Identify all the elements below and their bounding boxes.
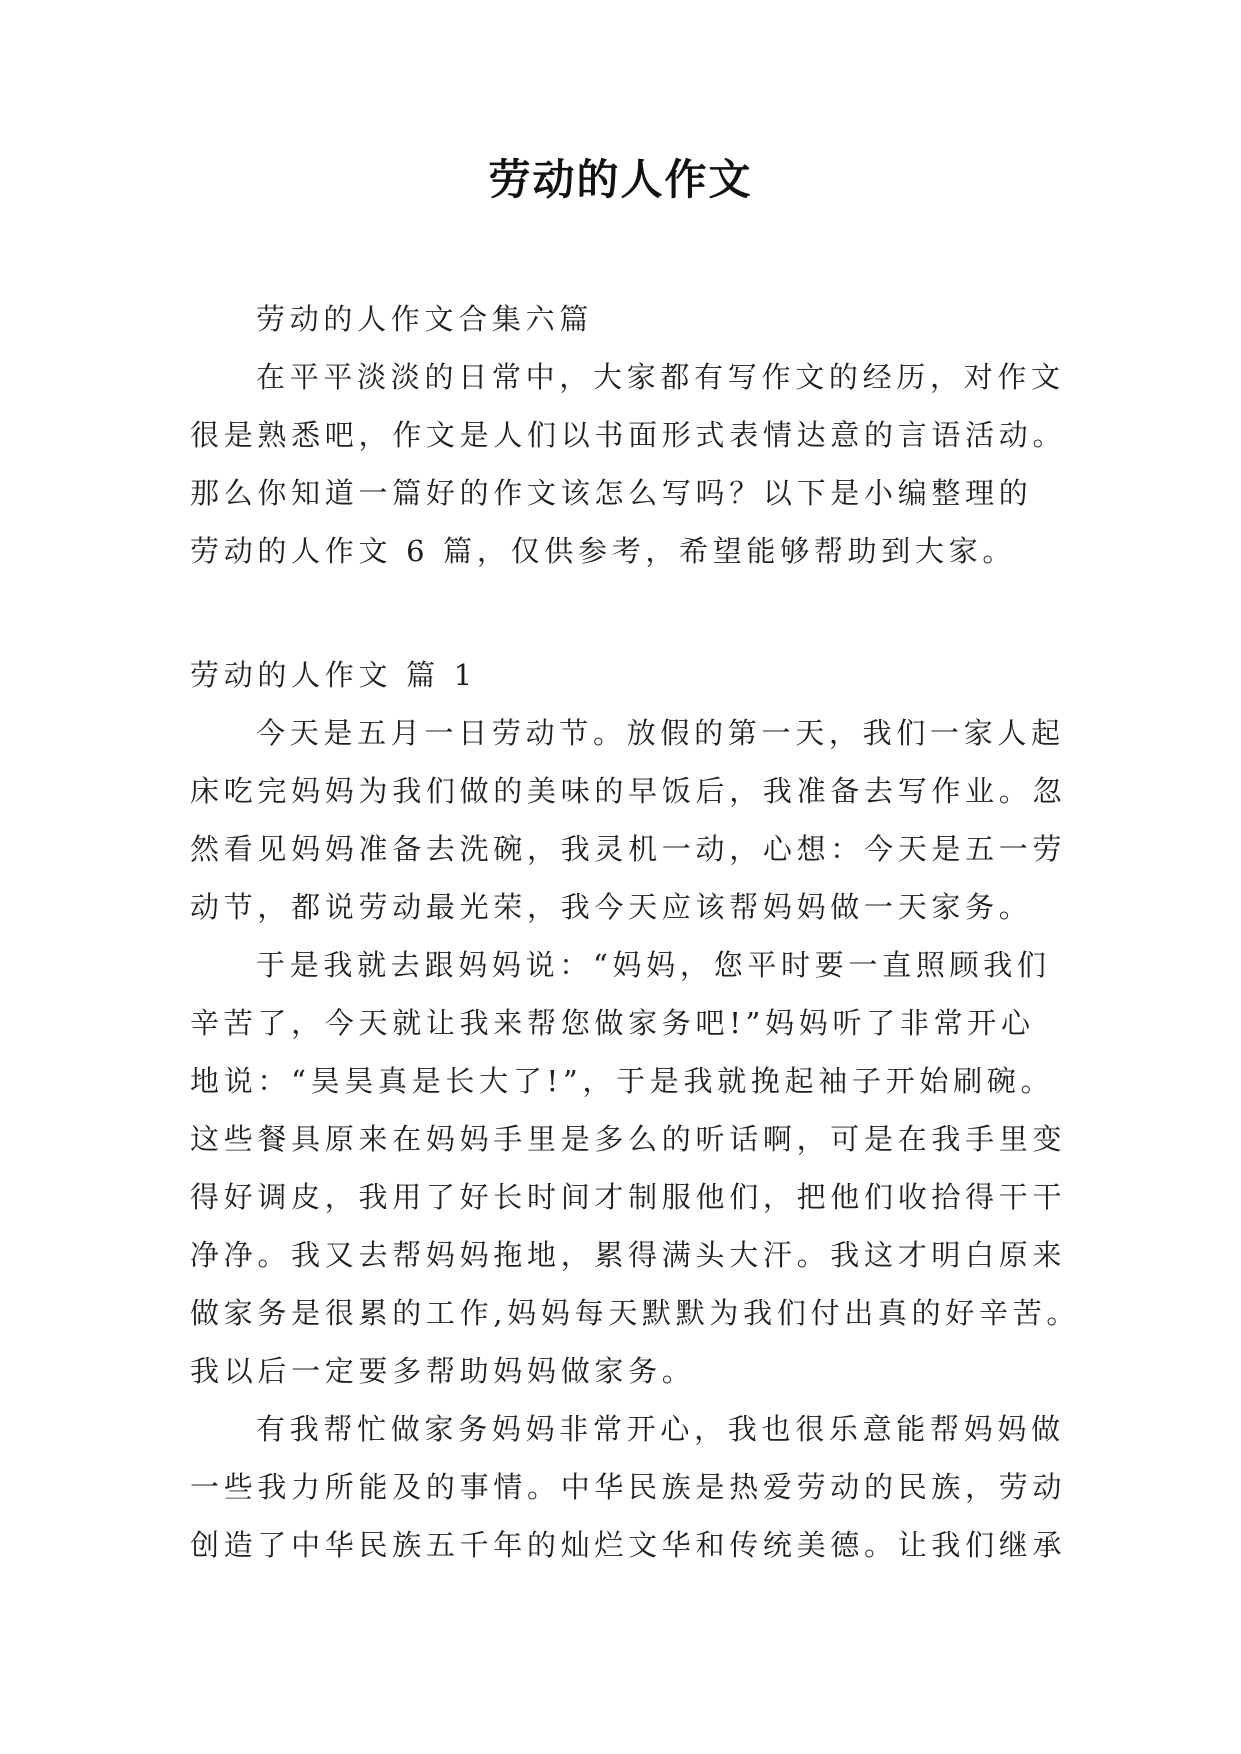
paragraph-line: 今天是五月一日劳动节。放假的第一天，我们一家人起	[256, 716, 1065, 750]
paragraph-line: 得好调皮，我用了好长时间才制服他们，把他们收拾得干干	[190, 1180, 1067, 1214]
intro-line: 在平平淡淡的日常中，大家都有写作文的经历，对作文	[256, 360, 1065, 394]
paragraph-line: 然看见妈妈准备去洗碗，我灵机一动，心想：今天是五一劳	[190, 832, 1067, 866]
paragraph-line: 我以后一定要多帮助妈妈做家务。	[190, 1354, 696, 1388]
paragraph-line: 动节，都说劳动最光荣，我今天应该帮妈妈做一天家务。	[190, 890, 1033, 924]
paragraph-line: 净净。我又去帮妈妈拖地，累得满头大汗。我这才明白原来	[190, 1238, 1067, 1272]
paragraph-line: 有我帮忙做家务妈妈非常开心，我也很乐意能帮妈妈做	[256, 1412, 1065, 1446]
paragraph-line: 一些我力所能及的事情。中华民族是热爱劳动的民族，劳动	[190, 1470, 1067, 1504]
paragraph-line: 这些餐具原来在妈妈手里是多么的听话啊，可是在我手里变	[190, 1122, 1067, 1156]
intro-line: 很是熟悉吧，作文是人们以书面形式表情达意的言语活动。	[190, 418, 1067, 452]
intro-line: 那么你知道一篇好的作文该怎么写吗？以下是小编整理的	[190, 476, 1033, 510]
intro-heading: 劳动的人作文合集六篇	[256, 302, 594, 336]
intro-line: 劳动的人作文 6 篇，仅供参考，希望能够帮助到大家。	[190, 534, 1017, 568]
paragraph-line: 辛苦了，今天就让我来帮您做家务吧!”妈妈听了非常开心	[190, 1006, 1035, 1040]
section-heading: 劳动的人作文 篇 1	[190, 658, 477, 692]
paragraph-line: 做家务是很累的工作,妈妈每天默默为我们付出真的好辛苦。	[190, 1296, 1081, 1330]
paragraph-line: 地说：“昊昊真是长大了!”，于是我就挽起袖子开始刷碗。	[190, 1064, 1055, 1098]
document-title: 劳动的人作文	[488, 155, 753, 204]
paragraph-1	[190, 704, 1067, 936]
paragraph-line: 床吃完妈妈为我们做的美味的早饭后，我准备去写作业。忽	[190, 774, 1067, 808]
paragraph-3	[190, 1400, 1067, 1574]
document-body	[190, 290, 1081, 1574]
paragraph-2	[190, 936, 1081, 1400]
section-spacer	[190, 580, 1050, 646]
paragraph-line: 于是我就去跟妈妈说：“妈妈，您平时要一直照顾我们	[256, 948, 1051, 982]
intro-paragraph	[190, 348, 1067, 580]
paragraph-line: 创造了中华民族五千年的灿烂文华和传统美德。让我们继承	[190, 1528, 1067, 1562]
